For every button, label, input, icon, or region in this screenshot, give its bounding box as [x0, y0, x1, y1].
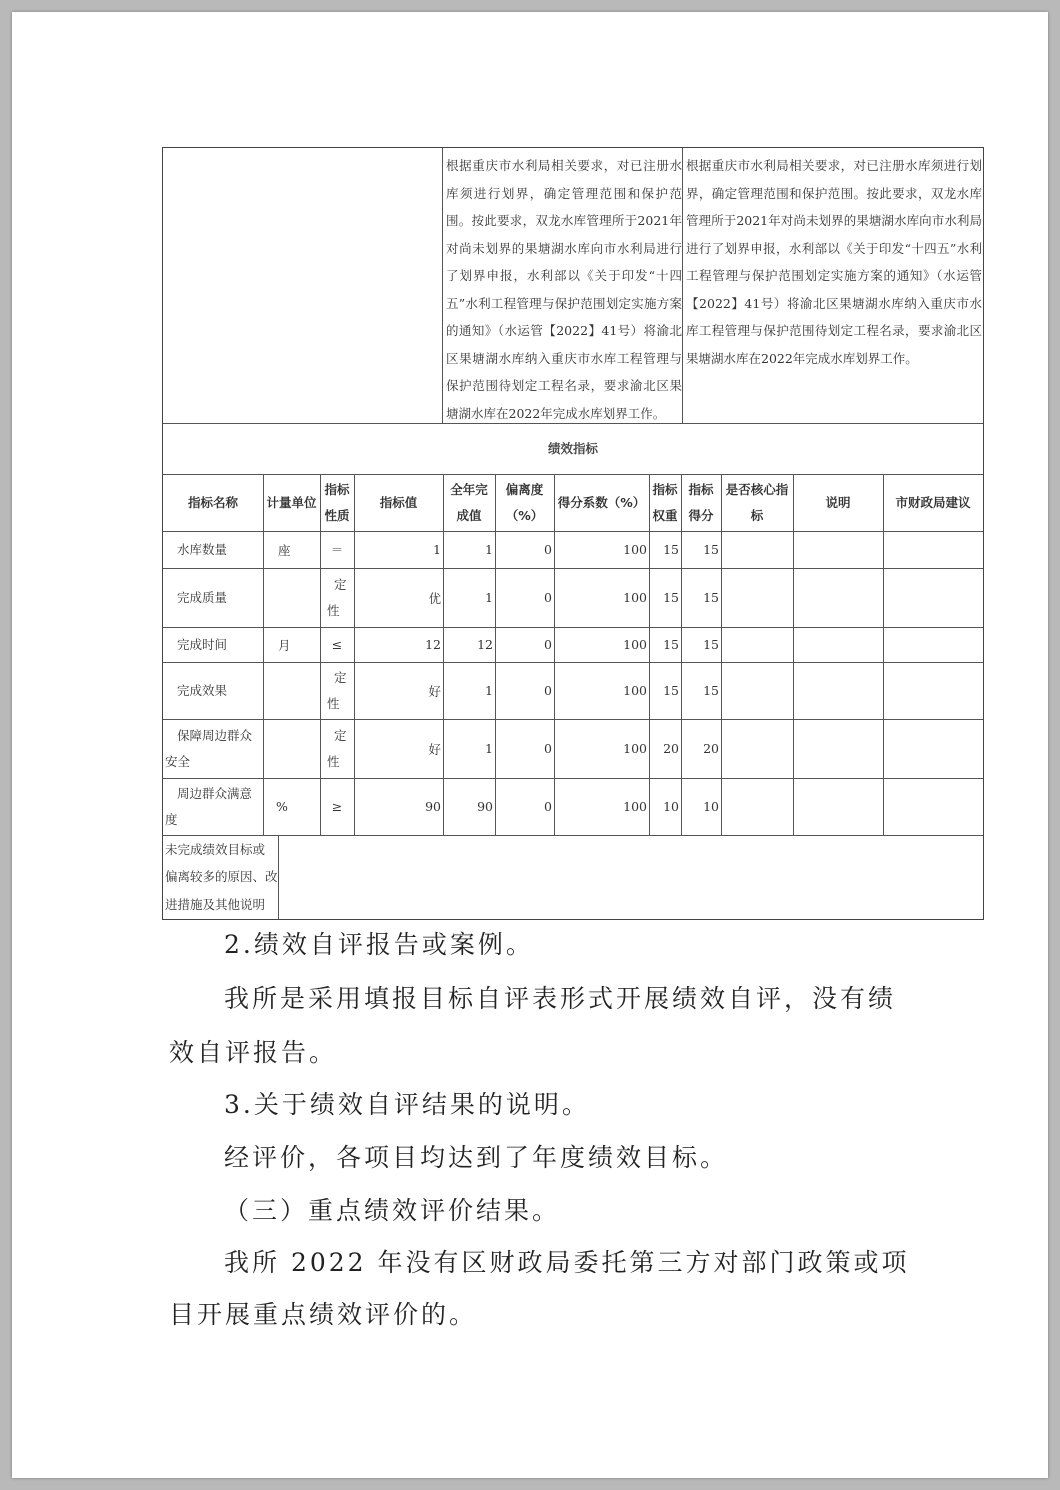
row-nature-line: 定 [334, 669, 347, 685]
divider-footer [278, 835, 279, 919]
row-score: 15 [703, 590, 719, 605]
row-name-line: 水库数量 [177, 541, 228, 557]
row-weight: 15 [663, 637, 679, 652]
header-weight-line: 指标 [652, 481, 678, 497]
row-name-line: 安全 [165, 753, 191, 769]
body-paragraph-key-line2: 目开展重点绩效评价的。 [169, 1300, 478, 1329]
row-coef: 100 [623, 542, 647, 557]
performance-table [162, 147, 984, 920]
footer-label-line: 进措施及其他说明 [165, 896, 266, 912]
row-actual: 1 [485, 542, 493, 557]
header-actual-line: 全年完 [450, 481, 488, 497]
document-page [12, 12, 1048, 1478]
header-advice: 市财政局建议 [895, 494, 971, 510]
footer-label [163, 835, 278, 919]
row-score: 15 [703, 637, 719, 652]
row-nature-line: 定 [334, 576, 347, 592]
row-actual: 1 [485, 741, 493, 756]
body-heading-result: 3.关于绩效自评结果的说明。 [224, 1090, 590, 1119]
row-target: 1 [433, 542, 441, 557]
header-actual [443, 474, 495, 531]
row-coef: 100 [623, 683, 647, 698]
row-nature-line: 性 [327, 695, 340, 711]
row-deviation: 0 [544, 799, 552, 814]
divider-top-col-a [442, 148, 443, 423]
header-nature-line: 指标 [324, 481, 350, 497]
row-target: 优 [428, 590, 441, 606]
footer-label-line: 未完成绩效目标或 [165, 841, 266, 857]
row-name [163, 568, 263, 627]
row-name-line: 度 [165, 811, 178, 827]
row-unit [263, 662, 320, 719]
row-nature [320, 568, 354, 627]
row-coef: 100 [623, 799, 647, 814]
header-deviation-line: 偏离度 [505, 481, 544, 497]
row-unit: 座 [278, 542, 291, 558]
row-weight: 10 [663, 799, 679, 814]
divider-top-row [163, 423, 983, 424]
body-paragraph-report-line2: 效自评报告。 [169, 1038, 338, 1067]
row-unit [263, 719, 320, 778]
header-target: 指标值 [379, 494, 418, 510]
top-row-text-b: 根据重庆市水利局相关要求，对已注册水库须进行划界，确定管理范围和保护范围。按此要求，双龙水库管理所于2021年对尚未划界的果塘湖水库向市水利局进行了划界申报，水利部以《关于印发“十四五”水利工程管理与保护范围划定实施方案的通知》（水运管【2022】41号）将渝北区果塘湖水库纳入重庆市水库工程管理与保护范围待划定工程名录，要求渝北区果塘湖水库在2022年完成水库划界工作。 [686, 158, 982, 366]
header-note: 说明 [825, 494, 851, 510]
row-nature-line: ＝ [330, 541, 344, 557]
row-coef: 100 [623, 637, 647, 652]
row-deviation: 0 [544, 741, 552, 756]
header-name: 指标名称 [187, 494, 238, 510]
divider-top-col-b [682, 148, 683, 423]
row-target: 12 [425, 637, 441, 652]
row-nature-line: ≥ [331, 798, 343, 814]
row-name-line: 完成时间 [177, 636, 228, 652]
body-paragraph-report-line1: 我所是采用填报目标自评表形式开展绩效自评，没有绩 [224, 984, 897, 1013]
row-name-line: 周边群众满意 [177, 785, 253, 801]
row-nature-line: 性 [327, 602, 340, 618]
row-actual: 1 [485, 683, 493, 698]
body-paragraph-result: 经评价，各项目均达到了年度绩效目标。 [224, 1143, 729, 1172]
row-weight: 15 [663, 683, 679, 698]
header-score-line: 得分 [688, 507, 714, 523]
row-nature-line: 性 [327, 753, 340, 769]
row-unit: % [276, 799, 288, 814]
body-heading-report: 2.绩效自评报告或案例。 [224, 930, 534, 959]
row-target: 好 [428, 741, 441, 757]
header-core-line: 标 [750, 507, 764, 523]
row-deviation: 0 [544, 542, 552, 557]
header-coef: 得分系数（%） [557, 494, 646, 510]
row-name [163, 627, 263, 662]
header-weight-line: 权重 [652, 507, 678, 523]
header-nature-line: 性质 [324, 507, 350, 523]
row-name [163, 531, 263, 568]
row-score: 10 [703, 799, 719, 814]
body-heading-key: （三）重点绩效评价结果。 [224, 1196, 561, 1225]
header-actual-line: 成值 [456, 507, 482, 523]
row-actual: 12 [477, 637, 493, 652]
section-title: 绩效指标 [547, 441, 598, 456]
header-score-line: 指标 [688, 481, 714, 497]
row-nature-line: ≤ [331, 636, 343, 652]
header-deviation-line: （%） [505, 507, 544, 523]
header-core-line: 是否核心指 [725, 481, 789, 497]
row-unit: 月 [278, 637, 291, 653]
header-weight [649, 474, 681, 531]
row-actual: 1 [485, 590, 493, 605]
header-score [681, 474, 721, 531]
row-deviation: 0 [544, 683, 552, 698]
row-coef: 100 [623, 590, 647, 605]
row-coef: 100 [623, 741, 647, 756]
body-paragraph-key-line1: 我所 2022 年没有区财政局委托第三方对部门政策或项 [224, 1248, 910, 1277]
row-weight: 15 [663, 590, 679, 605]
header-core [721, 474, 793, 531]
row-name-line: 保障周边群众 [177, 727, 253, 743]
row-unit [263, 568, 320, 627]
row-nature [320, 719, 354, 778]
row-target: 好 [428, 683, 441, 699]
footer-label-line: 偏离较多的原因、改 [165, 869, 278, 885]
row-name [163, 719, 263, 778]
row-deviation: 0 [544, 637, 552, 652]
row-weight: 15 [663, 542, 679, 557]
divider-row [163, 835, 983, 836]
header-nature [320, 474, 354, 531]
row-name [163, 778, 263, 835]
row-deviation: 0 [544, 590, 552, 605]
row-actual: 90 [477, 799, 493, 814]
row-score: 20 [703, 741, 719, 756]
header-deviation [495, 474, 554, 531]
row-target: 90 [425, 799, 441, 814]
top-row-text-a: 根据重庆市水利局相关要求，对已注册水库须进行划界，确定管理范围和保护范围。按此要求，双龙水库管理所于2021年对尚未划界的果塘湖水库向市水利局进行了划界申报，水利部以《关于印发“十四五”水利工程管理与保护范围划定实施方案的通知》（水运管【2022】41号）将渝北区果塘湖水库纳入重庆市水库工程管理与保护范围待划定工程名录，要求渝北区果塘湖水库在2022年完成水库划界工作。 [446, 158, 682, 421]
row-nature [320, 778, 354, 835]
row-score: 15 [703, 542, 719, 557]
header-unit: 计量单位 [266, 494, 317, 510]
row-name-line: 完成质量 [177, 589, 228, 605]
row-score: 15 [703, 683, 719, 698]
row-nature-line: 定 [334, 727, 347, 743]
row-nature [320, 662, 354, 719]
row-name-line: 完成效果 [177, 682, 228, 698]
row-nature [320, 531, 354, 568]
row-nature [320, 627, 354, 662]
row-weight: 20 [663, 741, 679, 756]
row-name [163, 662, 263, 719]
